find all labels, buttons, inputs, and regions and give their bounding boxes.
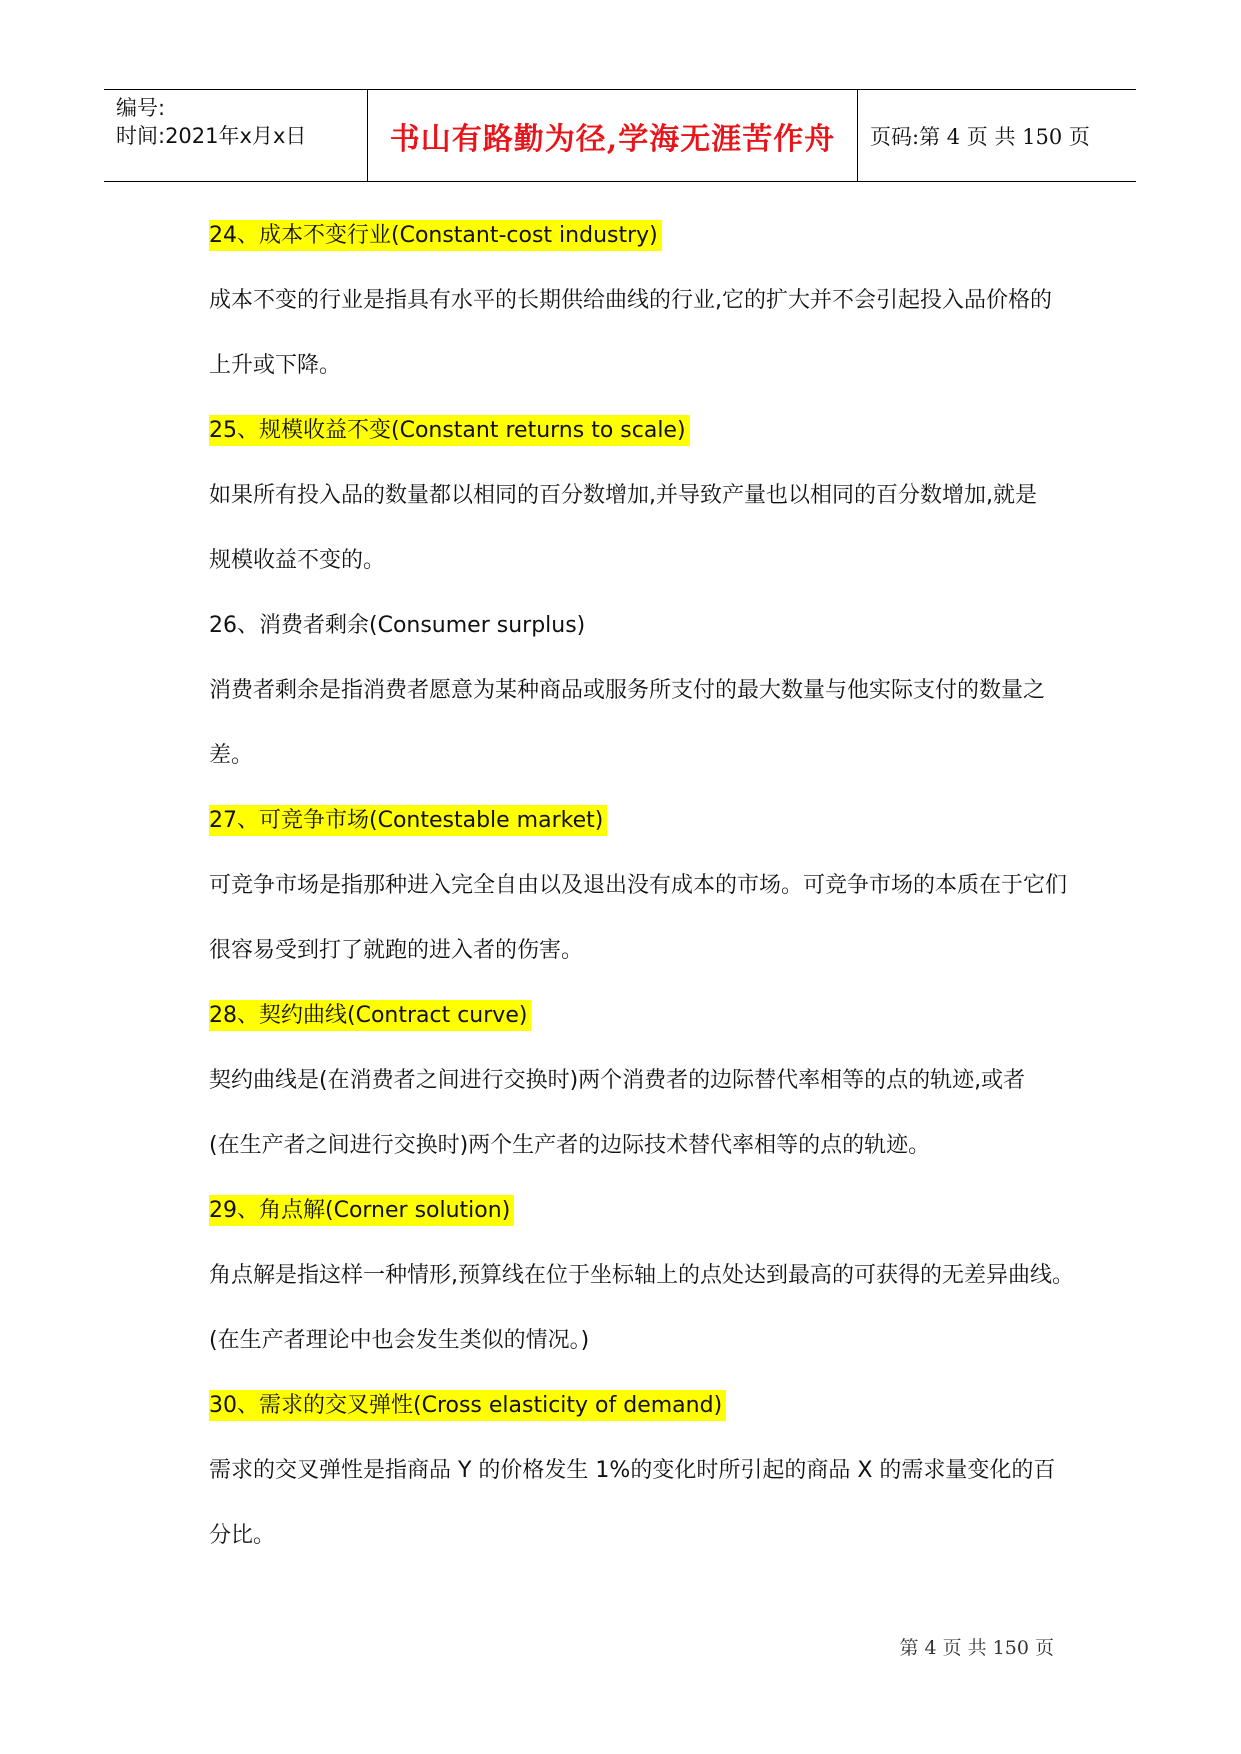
- entry-definition-line: 规模收益不变的。: [209, 548, 386, 573]
- term-heading: 24、成本不变行业(Constant-cost industry): [209, 220, 662, 251]
- header-page-info: 页码:第 4 页 共 150 页: [870, 124, 1090, 149]
- entry-definition-line: 消费者剩余是指消费者愿意为某种商品或服务所支付的最大数量与他实际支付的数量之: [209, 678, 1046, 703]
- entry-definition-line: 如果所有投入品的数量都以相同的百分数增加,并导致产量也以相同的百分数增加,就是: [209, 483, 1037, 508]
- entry-term: [209, 1390, 726, 1422]
- entry-term: [209, 415, 690, 447]
- term-heading: 30、需求的交叉弹性(Cross elasticity of demand): [209, 1390, 726, 1421]
- header-page-cell: [858, 90, 1136, 181]
- entry-definition-line: 上升或下降。: [209, 353, 342, 378]
- header-motto-cell: [368, 90, 858, 181]
- entry-term: [209, 805, 607, 837]
- term-heading: 27、可竞争市场(Contestable market): [209, 805, 607, 836]
- entry-term: [209, 1195, 514, 1227]
- term-heading: 26、消费者剩余(Consumer surplus): [209, 613, 586, 638]
- date-line: 时间:2021年x月x日: [116, 124, 307, 148]
- entry-definition-line: 成本不变的行业是指具有水平的长期供给曲线的行业,它的扩大并不会引起投入品价格的: [209, 288, 1052, 313]
- entry-definition-line: 角点解是指这样一种情形,预算线在位于坐标轴上的点处达到最高的可获得的无差异曲线。: [209, 1263, 1074, 1288]
- entry-definition-line: (在生产者之间进行交换时)两个生产者的边际技术替代率相等的点的轨迹。: [209, 1133, 931, 1158]
- entry-definition-line: 需求的交叉弹性是指商品 Y 的价格发生 1%的变化时所引起的商品 X 的需求量变化的百: [209, 1458, 1056, 1483]
- entry-term: [209, 1000, 531, 1032]
- header-meta-cell: [104, 90, 368, 181]
- serial-label: 编号:: [116, 96, 166, 120]
- motto: 书山有路勤为径,学海无涯苦作舟: [389, 121, 836, 157]
- page-footer: 第 4 页 共 150 页: [899, 1637, 1054, 1659]
- entry-definition-line: 契约曲线是(在消费者之间进行交换时)两个消费者的边际替代率相等的点的轨迹,或者: [209, 1068, 1026, 1093]
- entry-definition-line: 可竞争市场是指那种进入完全自由以及退出没有成本的市场。可竞争市场的本质在于它们: [209, 873, 1068, 898]
- entry-definition-line: 很容易受到打了就跑的进入者的伤害。: [209, 938, 584, 963]
- term-heading: 28、契约曲线(Contract curve): [209, 1000, 531, 1031]
- term-heading: 25、规模收益不变(Constant returns to scale): [209, 415, 690, 446]
- entry-definition-line: 分比。: [209, 1523, 276, 1548]
- entry-term: [209, 610, 585, 642]
- entry-definition-line: (在生产者理论中也会发生类似的情况。): [209, 1328, 590, 1353]
- entry-definition-line: 差。: [209, 743, 254, 768]
- term-heading: 29、角点解(Corner solution): [209, 1195, 514, 1226]
- page-header: [104, 89, 1136, 182]
- entry-term: [209, 220, 662, 252]
